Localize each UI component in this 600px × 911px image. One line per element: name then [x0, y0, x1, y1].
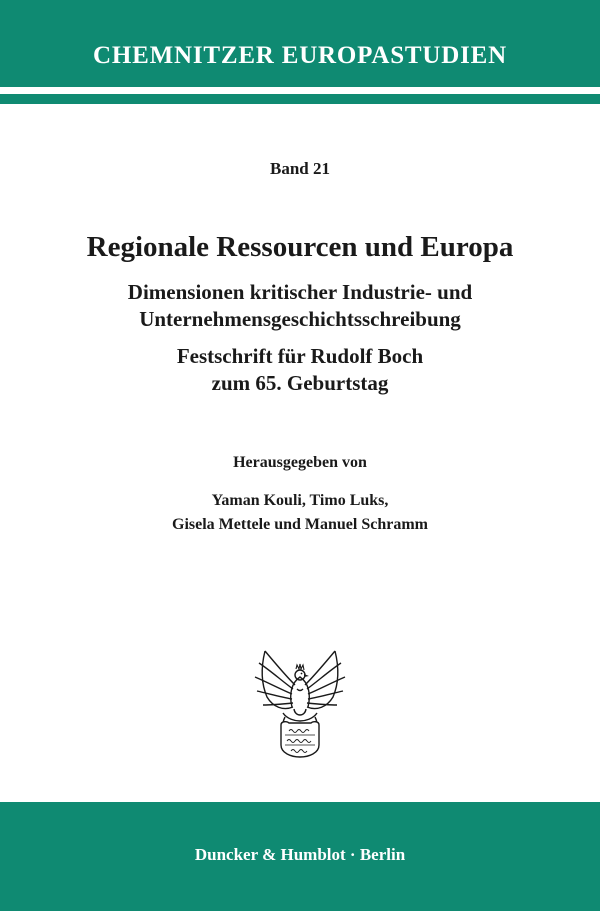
festschrift-dedication	[0, 343, 600, 397]
editors-label: Herausgegeben von	[233, 454, 367, 471]
eagle-emblem-icon	[245, 645, 355, 760]
editors-line-2: Gisela Mettele und Manuel Schramm	[172, 516, 428, 533]
editors-list	[0, 489, 600, 537]
book-subtitle	[0, 279, 600, 333]
subtitle-line-1: Dimensionen kritischer Industrie- und	[127, 280, 473, 304]
series-title: CHEMNITZER EUROPASTUDIEN	[93, 42, 507, 69]
book-title: Regionale Ressourcen und Europa	[86, 231, 514, 263]
festschrift-line-1: Festschrift für Rudolf Boch	[176, 344, 424, 368]
volume-number: Band 21	[270, 159, 330, 178]
festschrift-line-2: zum 65. Geburtstag	[211, 371, 389, 395]
publisher-name: Duncker & Humblot · Berlin	[194, 845, 406, 864]
editors-line-1: Yaman Kouli, Timo Luks,	[211, 492, 389, 509]
subtitle-line-2: Unternehmensgeschichtsschreibung	[139, 307, 461, 331]
series-divider-band	[0, 94, 600, 104]
